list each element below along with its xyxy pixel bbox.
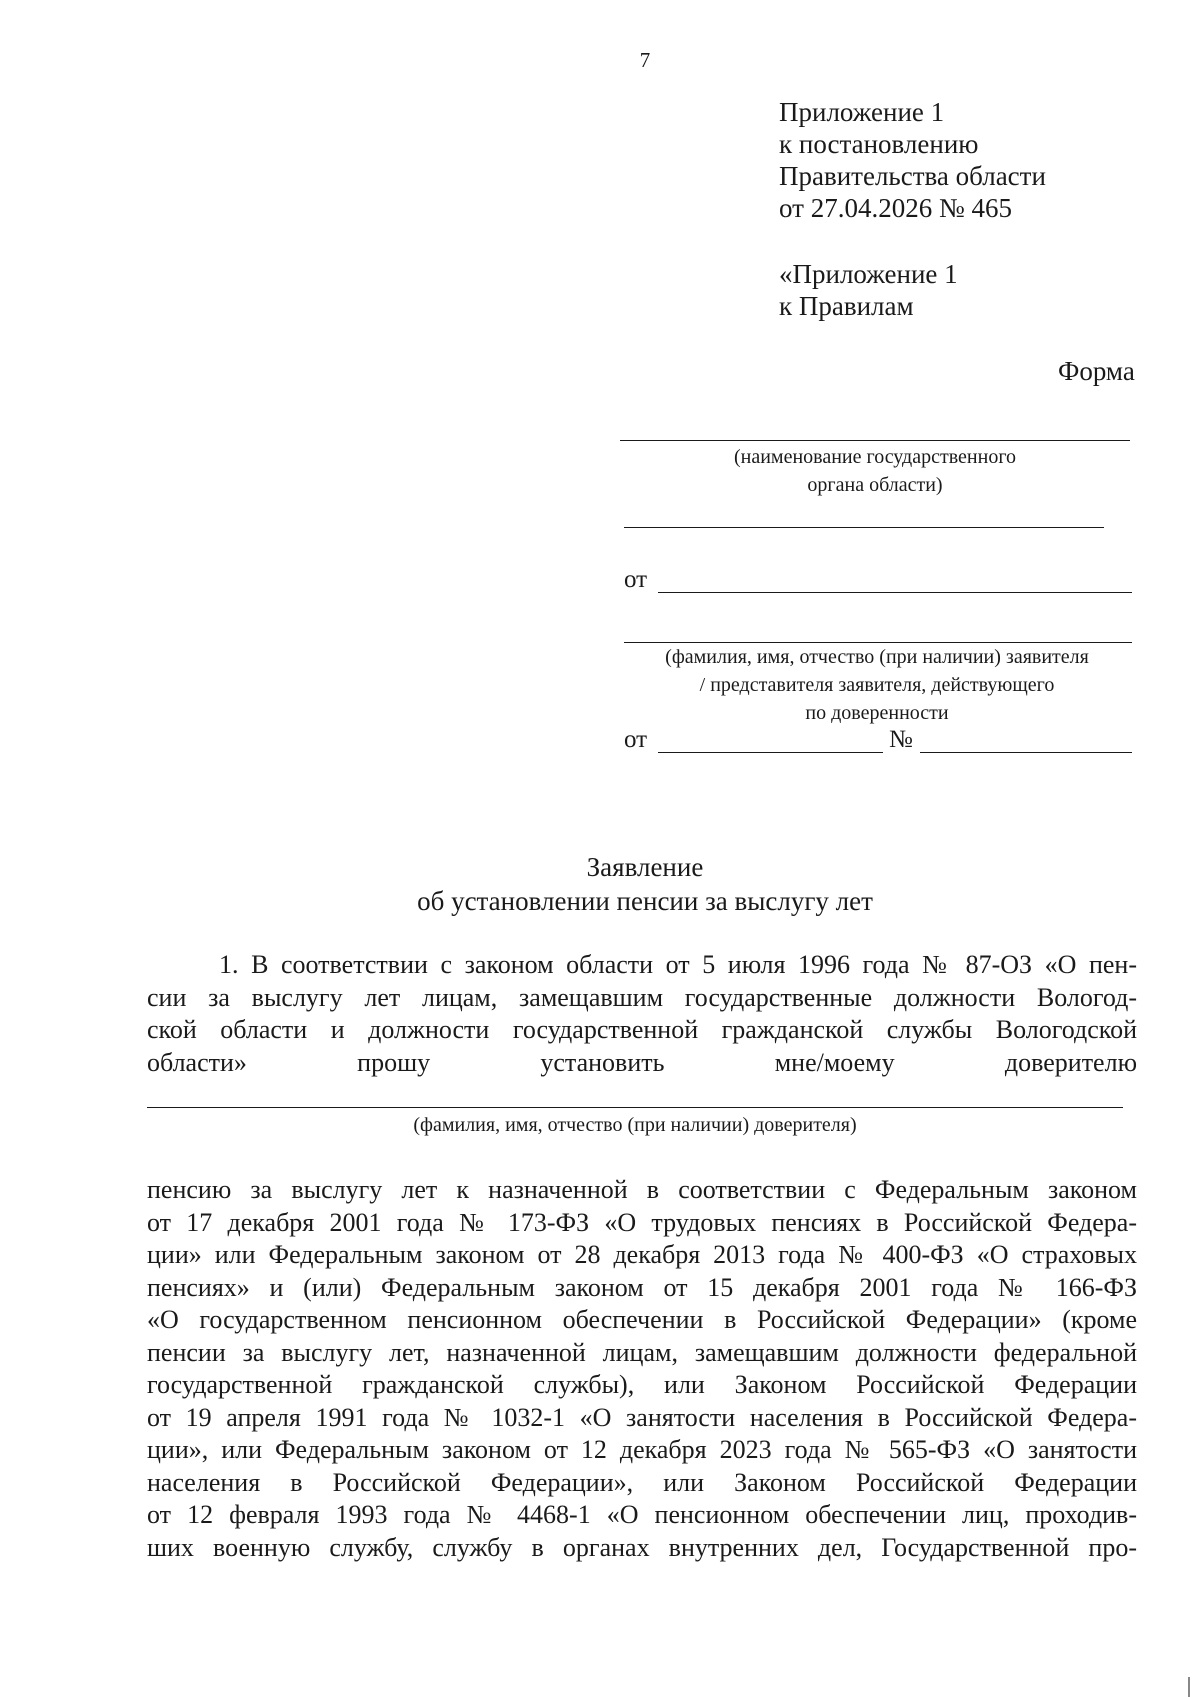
- authority-name-line-2[interactable]: [624, 527, 1104, 528]
- from-label: от: [624, 566, 648, 593]
- paragraph-line: пенсиях» и (или) Федеральным законом от 15 декабря 2001 года № 166-ФЗ: [147, 1272, 1137, 1302]
- authority-caption-line: органа области): [807, 474, 943, 496]
- poa-number-label: №: [889, 726, 913, 753]
- paragraph-line: «О государственном пенсионном обеспечении в Российской Федерации» (кроме: [147, 1305, 1137, 1334]
- paragraph-line: сии за выслугу лет лицам, замещавшим государственные должности Вологод-: [147, 982, 1137, 1012]
- paragraph-line: от 12 февраля 1993 года № 4468-1 «О пенсионном обеспечении лиц, проходив-: [147, 1500, 1137, 1529]
- authority-caption-line: (наименование государственного: [733, 446, 1017, 468]
- annex-rules-line: «Приложение 1: [779, 259, 958, 289]
- paragraph-2: [147, 1174, 1137, 1564]
- annex-block: [779, 96, 1046, 224]
- document-subtitle: об установлении пенсии за выслугу лет: [417, 886, 873, 916]
- paragraph-line: от 17 декабря 2001 года № 173-ФЗ «О трудовых пенсиях в Российской Федера-: [147, 1207, 1137, 1237]
- annex-line: Приложение 1: [779, 97, 945, 127]
- applicant-caption-line: / представителя заявителя, действующего: [699, 674, 1055, 696]
- principal-caption: (фамилия, имя, отчество (при наличии) доверителя): [413, 1114, 857, 1136]
- poa-from-label: от: [624, 726, 648, 753]
- paragraph-line: от 19 апреля 1991 года № 1032-1 «О занятости населения в Российской Федера-: [147, 1402, 1137, 1432]
- authority-caption: [620, 443, 1130, 499]
- paragraph-line: ции» или Федеральным законом от 28 декабря 2013 года № 400-ФЗ «О страховых: [147, 1240, 1137, 1269]
- annex-rules-block: [779, 258, 958, 322]
- annex-line: Правительства области: [779, 161, 1046, 191]
- paragraph-line: 1. В соответствии с законом области от 5 июля 1996 года № 87-ОЗ «О пен-: [219, 950, 1137, 979]
- paragraph-line: ших военную службу, службу в органах внутренних дел, Государственной про-: [147, 1532, 1137, 1562]
- paragraph-line: государственной гражданской службы), или Законом Российской Федерации: [147, 1370, 1137, 1399]
- form-label: Форма: [1058, 356, 1135, 386]
- applicant-caption: [618, 643, 1136, 727]
- authority-name-line[interactable]: [620, 440, 1130, 441]
- annex-rules-line: к Правилам: [779, 291, 914, 321]
- paragraph-line: ской области и должности государственной гражданской службы Вологодской: [147, 1015, 1137, 1044]
- document-title: Заявление: [586, 852, 704, 882]
- poa-date-line[interactable]: [658, 752, 883, 753]
- page-number: 7: [639, 48, 651, 72]
- applicant-caption-line: по доверенности: [805, 702, 949, 724]
- scan-edge-mark: [1188, 1677, 1190, 1697]
- paragraph-line: пенсии за выслугу лет, назначенной лицам, замещавшим должности федеральной: [147, 1337, 1137, 1367]
- applicant-caption-line: (фамилия, имя, отчество (при наличии) заявителя: [665, 646, 1089, 668]
- poa-number-line[interactable]: [920, 752, 1132, 753]
- applicant-name-line[interactable]: [658, 592, 1132, 593]
- principal-name-line[interactable]: [147, 1107, 1123, 1108]
- paragraph-line: пенсию за выслугу лет к назначенной в соответствии с Федеральным законом: [147, 1175, 1137, 1204]
- paragraph-line: области» прошу установить мне/моему доверителю: [147, 1047, 1137, 1077]
- paragraph-line: населения в Российской Федерации», или Законом Российской Федерации: [147, 1467, 1137, 1497]
- annex-line: от 27.04.2026 № 465: [779, 193, 1012, 223]
- paragraph-1: [147, 949, 1137, 1079]
- annex-line: к постановлению: [779, 129, 979, 159]
- paragraph-line: ции», или Федеральным законом от 12 декабря 2023 года № 565-ФЗ «О занятости: [147, 1435, 1137, 1464]
